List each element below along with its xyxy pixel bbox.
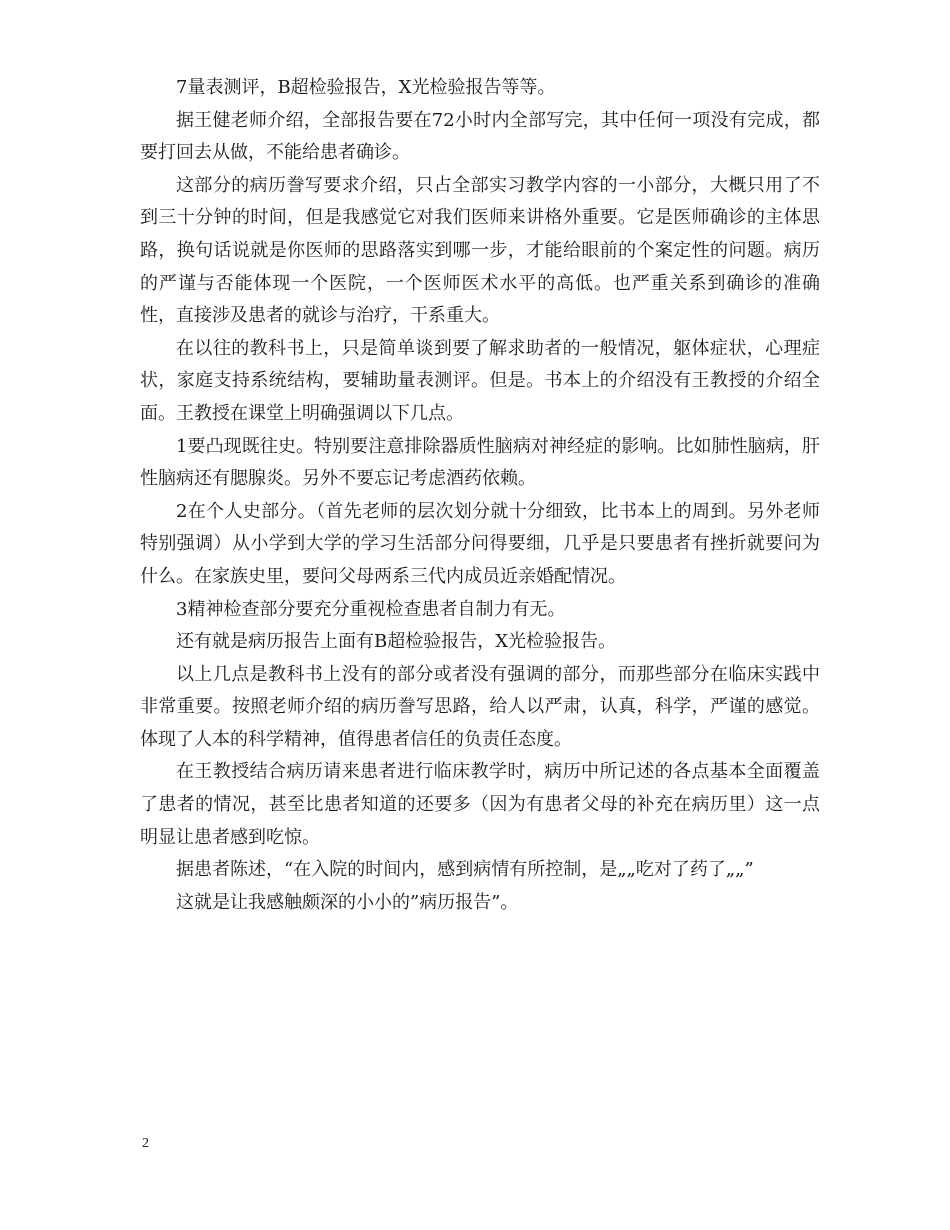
- paragraph: 还有就是病历报告上面有B超检验报告，X光检验报告。: [176, 631, 617, 653]
- paragraph: 1要凸现既往史。特别要注意排除器质性脑病对神经症的影响。比如肺性脑病，肝性脑病还有腮腺炎。另外不要忘记考虑酒药依赖。: [140, 435, 820, 490]
- paragraph: 7量表测评，B超检验报告，X光检验报告等等。: [176, 77, 556, 98]
- paragraph: 这部分的病历誊写要求介绍，只占全部实习教学内容的一小部分，大概只用了不到三十分钟的时间，但是我感觉它对我们医师来讲格外重要。它是医师确诊的主体思路，换句话说就是你医师的思路落实到哪一步，才能给眼前的个案定性的问题。病历的严谨与否能体现一个医院，一个医师医术水平的高低。也严重关系到确诊的准确性，直接涉及患者的就诊与治疗，干系重大。: [140, 174, 820, 327]
- paragraph: 这就是让我感触颇深的小小的”病历报告”。: [176, 891, 519, 913]
- paragraph: 据王健老师介绍，全部报告要在72小时内全部写完，其中任何一项没有完成，都要打回去从做，不能给患者确诊。: [140, 109, 820, 164]
- paragraph: 3精神检查部分要充分重视检查患者自制力有无。: [176, 598, 566, 620]
- body-text: [140, 72, 820, 919]
- paragraph: 2在个人史部分。（首先老师的层次划分就十分细致，比书本上的周到。另外老师特别强调）从小学到大学的学习生活部分问得要细，几乎是只要患者有挫折就要问为什么。在家族史里，要问父母两系三代内成员近亲婚配情况。: [140, 500, 820, 587]
- paragraph: 在王教授结合病历请来患者进行临床教学时，病历中所记述的各点基本全面覆盖了患者的情况，甚至比患者知道的还要多（因为有患者父母的补充在病历里）这一点明显让患者感到吃惊。: [140, 761, 820, 848]
- paragraph: 在以往的教科书上，只是简单谈到要了解求助者的一般情况，躯体症状，心理症状，家庭支持系统结构，要辅助量表测评。但是。书本上的介绍没有王教授的介绍全面。王教授在课堂上明确强调以下几点。: [140, 337, 820, 424]
- paragraph: 据患者陈述，“在入院的时间内，感到病情有所控制，是„„吃对了药了„„”: [176, 859, 754, 881]
- page-number: 2: [142, 1136, 149, 1151]
- paragraph: 以上几点是教科书上没有的部分或者没有强调的部分，而那些部分在临床实践中非常重要。按照老师介绍的病历誊写思路，给人以严肃，认真，科学，严谨的感觉。体现了人本的科学精神，值得患者信任的负责任态度。: [140, 663, 820, 750]
